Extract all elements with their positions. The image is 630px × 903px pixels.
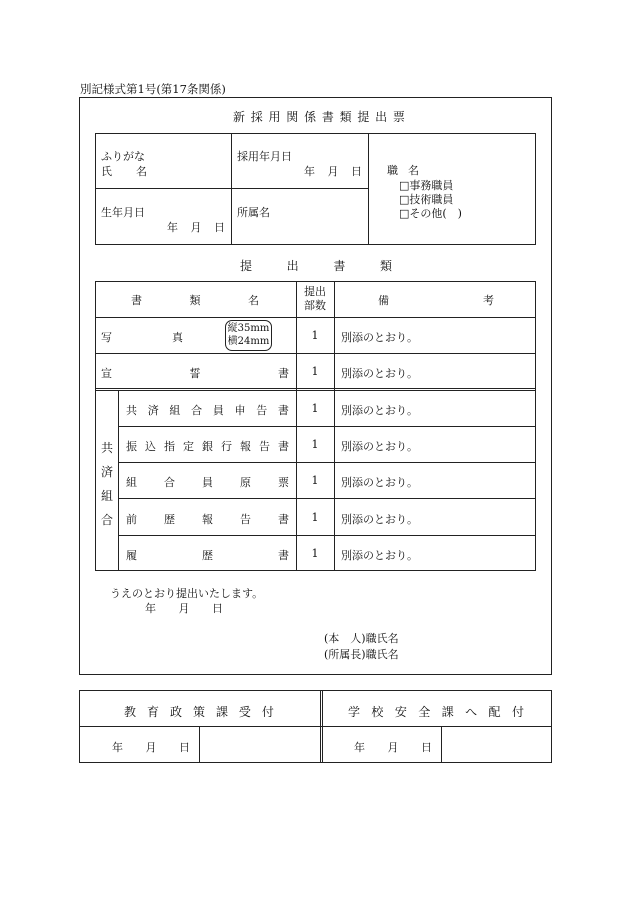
- row-remark: 別添のとおり。: [341, 404, 418, 417]
- row-remark: 別添のとおり。: [341, 367, 418, 380]
- hire-date-value: 年 月 日: [304, 165, 362, 178]
- row-count: 1: [311, 365, 319, 378]
- row-remark: 別添のとおり。: [341, 549, 418, 562]
- receipt-left-title: 教 育 政 策 課 受 付: [124, 705, 274, 719]
- row-count: 1: [311, 402, 319, 415]
- position-option-other[interactable]: □その他( ): [399, 207, 462, 220]
- row-count: 1: [311, 438, 319, 451]
- row-name: 組 合 員 原 票: [126, 476, 289, 489]
- row-count: 1: [311, 474, 319, 487]
- hire-date-label: 採用年月日: [237, 150, 292, 163]
- furigana-label: ふりがな: [101, 150, 145, 163]
- signature-self: (本 人)職氏名: [324, 632, 399, 645]
- main-title: 新 採 用 関 係 書 類 提 出 票: [233, 110, 405, 124]
- row-name: 共 済 組 合 員 申 告 書: [126, 404, 289, 417]
- header-count: 提出 部数: [304, 285, 326, 312]
- position-option-technical[interactable]: □技術職員: [399, 193, 454, 206]
- receipt-right-date: 年 月 日: [354, 741, 432, 754]
- row-remark: 別添のとおり。: [341, 440, 418, 453]
- row-count: 1: [311, 329, 319, 342]
- submit-statement: うえのとおり提出いたします。: [110, 587, 264, 600]
- row-remark: 別添のとおり。: [341, 513, 418, 526]
- position-label: 職 名: [387, 164, 419, 177]
- row-name: 宣 誓 書: [101, 367, 289, 380]
- row-remark: 別添のとおり。: [341, 331, 418, 344]
- photo-size-note: 縦35mm 横24mm: [225, 320, 272, 351]
- docs-section-title: 提 出 書 類: [240, 259, 392, 273]
- header-document-name: 書 類 名: [131, 294, 259, 307]
- receipt-right-title: 学 校 安 全 課 へ 配 付: [348, 705, 524, 719]
- name-label: 氏 名: [101, 165, 147, 178]
- affiliation-label: 所属名: [237, 206, 270, 219]
- row-count: 1: [311, 547, 319, 560]
- signature-supervisor: (所属長)職氏名: [324, 648, 399, 661]
- birth-date-value: 年 月 日: [167, 221, 225, 234]
- row-count: 1: [311, 511, 319, 524]
- mutual-aid-group-label: 共 済 組 合: [101, 441, 114, 527]
- row-remark: 別添のとおり。: [341, 476, 418, 489]
- row-name: 振 込 指 定 銀 行 報 告 書: [126, 440, 289, 453]
- row-name: 前 歴 報 告 書: [126, 513, 289, 526]
- applicant-info-box: [95, 133, 536, 245]
- position-option-office[interactable]: □事務職員: [399, 179, 454, 192]
- row-name: 写 真: [101, 331, 183, 344]
- form-label: 別記様式第1号(第17条関係): [80, 82, 226, 96]
- submit-date: 年 月 日: [145, 602, 223, 615]
- header-remarks: 備 考: [378, 294, 494, 307]
- birth-date-label: 生年月日: [101, 206, 145, 219]
- row-name: 履 歴 書: [126, 549, 289, 562]
- receipt-left-date: 年 月 日: [112, 741, 190, 754]
